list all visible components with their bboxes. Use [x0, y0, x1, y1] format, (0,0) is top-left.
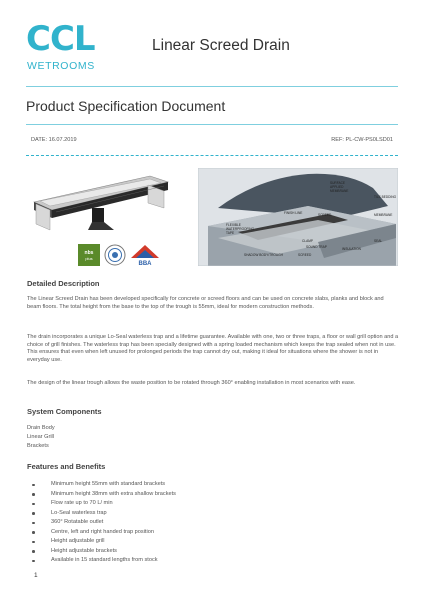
list-item: Available in 15 standard lengths from stock: [31, 556, 176, 566]
list-item: Linear Grill: [27, 434, 55, 440]
list-item: Brackets: [27, 443, 49, 449]
svg-text:SCREED: SCREED: [298, 253, 312, 257]
nbs-badge-icon: [78, 244, 100, 266]
features-list: [31, 480, 176, 566]
certification-badges: [78, 244, 178, 266]
svg-text:FLEXIBLE: FLEXIBLE: [226, 223, 241, 227]
svg-text:FINISH LINE: FINISH LINE: [284, 211, 303, 215]
svg-text:MEMBRANE: MEMBRANE: [374, 213, 393, 217]
product-title: Linear Screed Drain: [152, 37, 290, 54]
list-item: Minimum height 55mm with standard brackets: [31, 480, 176, 490]
description-paragraph-2: The drain incorporates a unique Lo-Seal waterless trap and a lifetime guarantee. Available with one, two or three traps, a floor or wall grill option and a choice of grill finishes. The waterless trap has been specially designed with a spring loaded mechanism which keeps the trap sealed when not in use. This ensures that even when left unused for prolonged periods the trap cannot dry out, making it ideal for situations where the shower is not in everyday use.: [27, 334, 399, 364]
svg-text:nbs: nbs: [84, 250, 94, 256]
dashed-divider: [26, 155, 398, 156]
svg-text:SEAL: SEAL: [374, 239, 383, 243]
list-item: Minimum height 38mm with extra shallow brackets: [31, 490, 176, 500]
logo-sub-text: WETROOMS: [27, 60, 95, 72]
svg-text:SCREED: SCREED: [318, 213, 332, 217]
svg-text:SOUND TRAP: SOUND TRAP: [306, 245, 327, 249]
svg-text:MEMBRANE: MEMBRANE: [330, 189, 349, 193]
svg-text:WATERPROOFING: WATERPROOFING: [226, 227, 255, 231]
svg-text:TAPE: TAPE: [226, 231, 235, 235]
bba-badge-icon: [130, 244, 160, 266]
title-divider: [26, 124, 398, 125]
list-item: Height adjustable grill: [31, 537, 176, 547]
document-title: Product Specification Document: [26, 98, 226, 114]
certification-badge-icon: [104, 244, 126, 266]
logo-main-text: CCL: [26, 19, 95, 59]
svg-text:BBA: BBA: [138, 261, 152, 266]
ccl-wetrooms-logo: [26, 19, 108, 74]
page-number: 1: [34, 572, 38, 579]
list-item: Height adjustable brackets: [31, 547, 176, 557]
svg-text:plus: plus: [85, 256, 93, 261]
list-item: Lo-Seal waterless trap: [31, 509, 176, 519]
svg-text:TILE BEDDING: TILE BEDDING: [374, 195, 397, 199]
svg-text:CLAMP: CLAMP: [302, 239, 313, 243]
installation-diagram-image: [198, 168, 398, 266]
svg-text:SURFACE: SURFACE: [330, 181, 346, 185]
components-heading: System Components: [27, 407, 102, 416]
svg-text:SHADOW BODY/TROUGH: SHADOW BODY/TROUGH: [244, 253, 283, 257]
features-heading: Features and Benefits: [27, 462, 106, 471]
description-paragraph-3: The design of the linear trough allows the waste position to be rotated through 360° enabling installation in most scenarios with ease.: [27, 380, 356, 386]
svg-text:INSULATION: INSULATION: [342, 247, 361, 251]
document-date: DATE: 16.07.2019: [31, 137, 77, 143]
document-ref: REF: PL-CW-PS0LSD01: [331, 137, 393, 143]
list-item: Flow rate up to 70 L/ min: [31, 499, 176, 509]
list-item: Drain Body: [27, 425, 55, 431]
components-list: [27, 424, 55, 451]
description-heading: Detailed Description: [27, 279, 100, 288]
header-divider: [26, 86, 398, 87]
list-item: 360° Rotatable outlet: [31, 518, 176, 528]
description-paragraph-1: The Linear Screed Drain has been developed specifically for concrete or screed floors and can be used on concrete slabs, planks and block and beam floors. The total height from the base to the top of the trough is 55mm, ideal for modern construction methods.: [27, 296, 384, 310]
product-image: [30, 168, 170, 234]
svg-text:APPLIED: APPLIED: [330, 185, 344, 189]
list-item: Centre, left and right handed trap position: [31, 528, 176, 538]
